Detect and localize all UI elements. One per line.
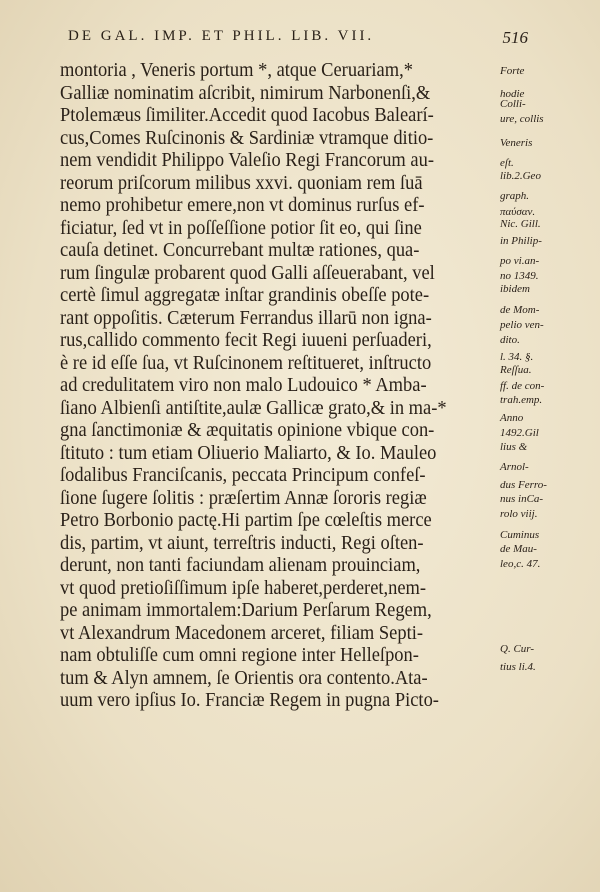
margin-note: lib.2.Geo [500, 169, 541, 182]
margin-note: Cuminus [500, 528, 540, 541]
margin-note: no 1349. [500, 269, 539, 282]
running-header [68, 28, 528, 45]
text-line: è re id eſſe ſua, vt Ruſcinonem reſtitueret, inſtructo [60, 352, 432, 374]
text-line: pe animam immortalem:Darium Perſarum Regem, [60, 600, 432, 621]
text-line: ſodalibus Franciſcanis, peccata Principum confeſ- [60, 465, 426, 486]
text-line: ſiano Albienſi antiſtite,aulæ Gallicæ grato,& in ma-* [60, 397, 447, 419]
margin-note: graph. [500, 189, 530, 202]
margin-note: Reſſua. [500, 364, 532, 377]
text-line: cus,Comes Ruſcinonis & Sardiniæ vtramque ditio- [60, 127, 434, 149]
margin-note: pelio ven- [500, 319, 544, 332]
margin-note: lius & [500, 440, 528, 453]
margin-note: hodie [500, 87, 525, 100]
margin-note: de Mau- [500, 543, 537, 556]
margin-note: in Philip- [500, 234, 542, 247]
text-line: cauſa detinet. Concurrebant multæ rationes, qua- [60, 240, 420, 261]
margin-note: Q. Cur- [500, 643, 535, 656]
text-line: nemo prohibetur emere,non vt dominus rurſus ef- [60, 195, 425, 216]
text-line: uum vero ipſius Io. Franciæ Regem in pugna Picto- [60, 690, 439, 711]
margin-note: παύσαν. [500, 205, 536, 218]
margin-note: ff. de con- [500, 380, 545, 392]
text-line: rum ſingulæ probarent quod Galli aſſeuerabant, vel [60, 262, 435, 284]
margin-note: Anno [500, 411, 524, 424]
text-line: Galliæ nominatim aſcribit, nimirum Narbonenſi,& [60, 82, 431, 104]
running-title: DE GAL. IMP. ET PHIL. LIB. VII. [68, 28, 375, 44]
text-line: nam obtuliſſe cum omni regione inter Helleſpon- [60, 645, 419, 666]
margin-note: Nic. Gill. [500, 218, 541, 230]
margin-note: leo,c. 47. [500, 557, 541, 570]
margin-note: po vi.an- [500, 255, 540, 268]
margin-note: Forte [500, 65, 525, 77]
text-line: dis, partim, vt aiunt, terreſtris inducti, Regi oſten- [60, 532, 424, 554]
page-number: 516 [502, 28, 528, 47]
text-line: certè ſimul aggregatæ inſtar grandinis obeſſe pote- [60, 285, 430, 306]
margin-note: tius li.4. [500, 661, 536, 674]
margin-note: l. 34. §. [500, 350, 534, 363]
text-line: ficiatur, ſed vt in poſſeſſione potior ſit eo, qui ſine [60, 217, 422, 239]
margin-note: de Mom- [500, 303, 540, 316]
margin-note: trah.emp. [500, 393, 543, 406]
text-line: tum & Alyn amnem, ſe Orientis ora contento.Ata- [60, 667, 428, 689]
text-line: rant oppoſitis. Cæterum Ferrandus illarū non igna- [60, 307, 432, 329]
margin-note: eſt. [500, 157, 514, 170]
margin-note: 1492.Gil [500, 427, 539, 440]
text-line: derunt, non tanti faciundam alienam prouinciam, [60, 555, 421, 576]
text-line: ſione ſugere ſolitis : præſertim Annæ ſororis regiæ [60, 487, 427, 509]
margin-note: Veneris [500, 137, 533, 149]
text-line: vt quod pretioſiſſimum ipſe haberet,perderet,nem- [60, 577, 427, 599]
text-line: montoria , Veneris portum *, atque Ceruariam,* [60, 60, 413, 81]
main-text-block [60, 60, 533, 713]
text-line: Ptolemæus ſimiliter.Accedit quod Iacobus Balearí- [60, 105, 434, 126]
margin-note: nus inCa- [500, 492, 544, 505]
text-line: ad credulitatem viro non malo Ludouico * Amba- [60, 375, 427, 396]
margin-note: ure, collis [500, 113, 544, 126]
text-line: ſtituto : tum etiam Oliuerio Maliarto, & Io. Mauleo [60, 442, 437, 464]
margin-note: Arnol- [500, 461, 529, 473]
margin-note: Colli- [500, 97, 526, 110]
margin-note: dus Ferro- [500, 479, 547, 491]
margin-note: ibidem [500, 283, 530, 296]
text-line: vt Alexandrum Macedonem arceret, filiam Septi- [60, 622, 423, 644]
text-line: nem vendidit Philippo Valeſio Regi Francorum au- [60, 150, 434, 171]
text-line: Petro Borbonio pactę.Hi partim ſpe cœleſtis merce [60, 510, 432, 531]
margin-note: dito. [500, 333, 520, 346]
text-line: rus,callido commento fecit Regi iuueni perſuaderi, [60, 330, 432, 351]
margin-note: rolo viij. [500, 508, 538, 521]
text-line: reorum priſcorum milibus xxvi. quoniam rem ſuā [60, 172, 423, 194]
text-line: gna ſanctimoniæ & æquitatis opinione vbique con- [60, 420, 435, 441]
